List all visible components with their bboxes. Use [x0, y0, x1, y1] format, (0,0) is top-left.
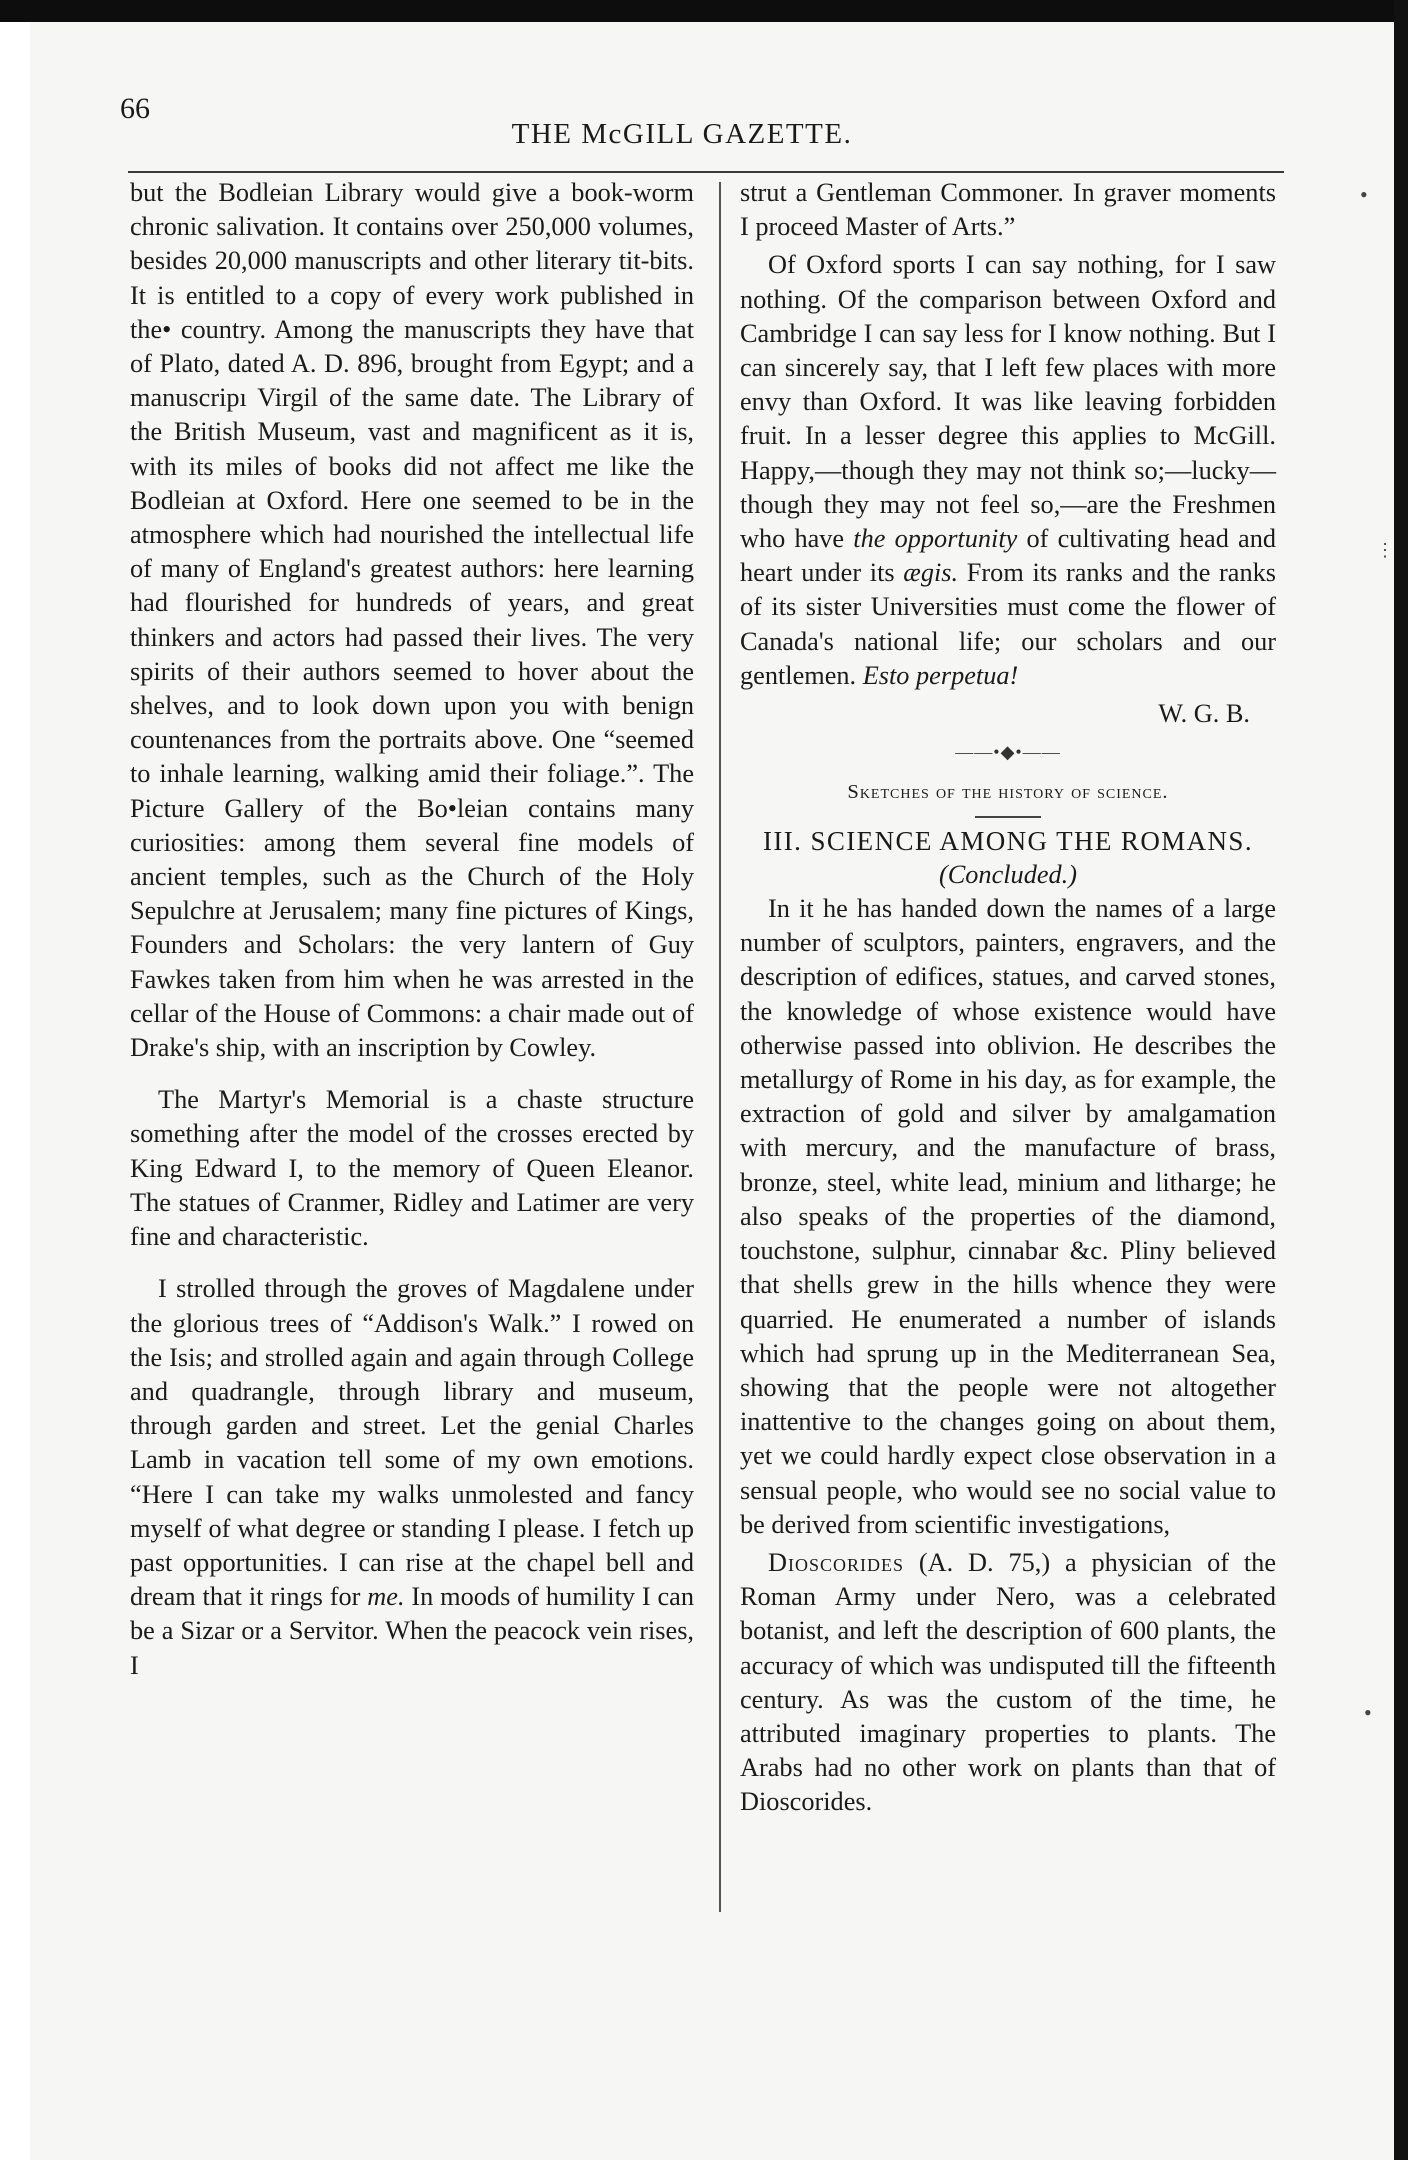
left-paragraph-3-italic: me. — [367, 1582, 405, 1612]
section-ornament: ——•◆•—— — [955, 742, 1061, 763]
right-paragraph-3: In it he has handed down the names of a large number of sculptors, painters, engravers, and the description of edifices, statues, and carved stones, the knowledge of whose existence would have otherwise passed into oblivion. He describes the metallurgy of Rome in his day, as for example, the extraction of gold and silver by amalgamation with mercury, and the manufacture of brass, bronze, steel, white lead, minium and litharge; he also speaks of the properties of the diamond, touchstone, sulphur, cinnabar &c. Pliny believed that shells grew in the hills whence they were quarried. He enumerated a number of islands which had sprung up in the Mediterranean Sea, showing that the people were not altogether inattentive to the changes going on about them, yet we could hardly expect close observation in a sensual people, who would see no social value to be derived from scientific investigations, — [740, 894, 1276, 1539]
margin-speck: • — [1360, 182, 1368, 207]
left-paragraph-1: but the Bodleian Library would give a book-worm chronic salivation. It contains over 250,000 volumes, besides 20,000 manuscripts and other literary tit-bits. It is entitled to a copy of every work published in the• country. Among the manuscripts they have that of Plato, dated A. D. 896, brought from Egypt; and a manuscripı Virgil of the same date. The Library of the British Museum, vast and magnificent as it is, with its miles of books did not affect me like the Bodleian at Oxford. Here one seemed to be in the atmosphere which had nourished the intellectual life of many of England's greatest authors: here learning had flourished for hundreds of years, and great thinkers and actors had passed their lives. The very spirits of their authors seemed to hover about the shelves, and to look down upon you with benign countenances from the portraits above. One “seemed to inhale learning, walking amid their foliage.”. The Picture Gallery of the Bo•leian contains many curiosities: among them several fine models of ancient temples, such as the Church of the Holy Sepulchre at Jerusalem; many fine pictures of Kings, Founders and Scholars: the very lantern of Guy Fawkes taken from him when he was arrested in the cellar of the House of Commons: a chair made out of Drake's ship, with an inscription by Cowley. — [130, 178, 694, 1063]
concluded-note: (Concluded.) — [938, 859, 1078, 889]
running-head: THE McGILL GAZETTE. — [511, 118, 853, 150]
left-paragraph-3 — [130, 1272, 694, 1682]
motto: Esto perpetua! — [862, 660, 1019, 690]
scan-right-border — [1394, 0, 1408, 2160]
left-paragraph-3-start: I strolled through the groves of Magdalene under the glorious trees of “Addison's Walk.” I rowed on the Isis; and strolled again and again through College and quadrangle, through library and museum, through garden and street. Let the genial Charles Lamb in vacation tell some of my own emotions. “Here I can take my walks unmolested and fancy myself of what degree or standing I please. I fetch up past opportunities. I can rise at the chapel bell and dream that it rings for — [130, 1274, 694, 1612]
dioscorides-name: Dioscorides — [768, 1547, 905, 1577]
right-paragraph-2 — [740, 248, 1276, 693]
left-paragraph-2: The Martyr's Memorial is a chaste structure something after the model of the crosses erected by King Edward I, to the memory of Queen Eleanor. The statues of Cranmer, Ridley and Latimer are very fine and characteristic. — [130, 1085, 694, 1252]
left-paragraph-3-end: In moods of humility I can be a Sizar or a Servitor. When the peacock vein rises, I — [130, 1582, 694, 1680]
author-signature: W. G. B. — [1158, 699, 1250, 729]
page-number: 66 — [120, 92, 150, 125]
scan-top-border — [0, 0, 1408, 22]
section-heading: Sketches of the history of science. — [847, 781, 1169, 804]
right-paragraph-4-text: (A. D. 75,) a physician of the Roman Army under Nero, was a celebrated botanist, and left the description of 600 plants, the accuracy of which was undisputed till the fifteenth century. As was the custom of the time, he attributed imaginary properties to plants. The Arabs had no other work on plants than that of Dioscorides. — [740, 1547, 1276, 1817]
article-title: III. SCIENCE AMONG THE ROMANS. — [762, 825, 1254, 856]
margin-speck: ⋮ — [1376, 540, 1394, 560]
header-rule — [128, 171, 1284, 173]
right-paragraph-2-mid: of cultivating head and heart under its — [740, 524, 1276, 588]
right-paragraph-2-start: Of Oxford sports I can say nothing, for I saw nothing. Of the comparison between Oxford and Cambridge I can say less for I know nothing. But I can sincerely say, that I left few places with more envy than Oxford. It was like leaving forbidden fruit. In a lesser degree this applies to McGill. Happy,—though they may not think so;—lucky—though they may not feel so,—are the Freshmen who have — [740, 250, 1276, 554]
right-paragraph-2-italic-1: the opportunity — [853, 524, 1018, 554]
heading-rule — [975, 816, 1041, 818]
column-divider — [719, 182, 721, 1912]
right-paragraph-2-end: From its ranks and the ranks of its sister Universities must come the flower of Canada's national life; our scholars and our gentlemen. — [740, 558, 1276, 690]
right-column — [740, 176, 1276, 1820]
margin-speck: • — [1364, 1700, 1372, 1725]
right-paragraph-2-italic-2: ægis. — [903, 558, 959, 588]
left-column — [130, 176, 694, 1683]
right-paragraph-1: strut a Gentleman Commoner. In graver moments I proceed Master of Arts.” — [740, 178, 1276, 242]
right-paragraph-4 — [740, 1546, 1276, 1820]
